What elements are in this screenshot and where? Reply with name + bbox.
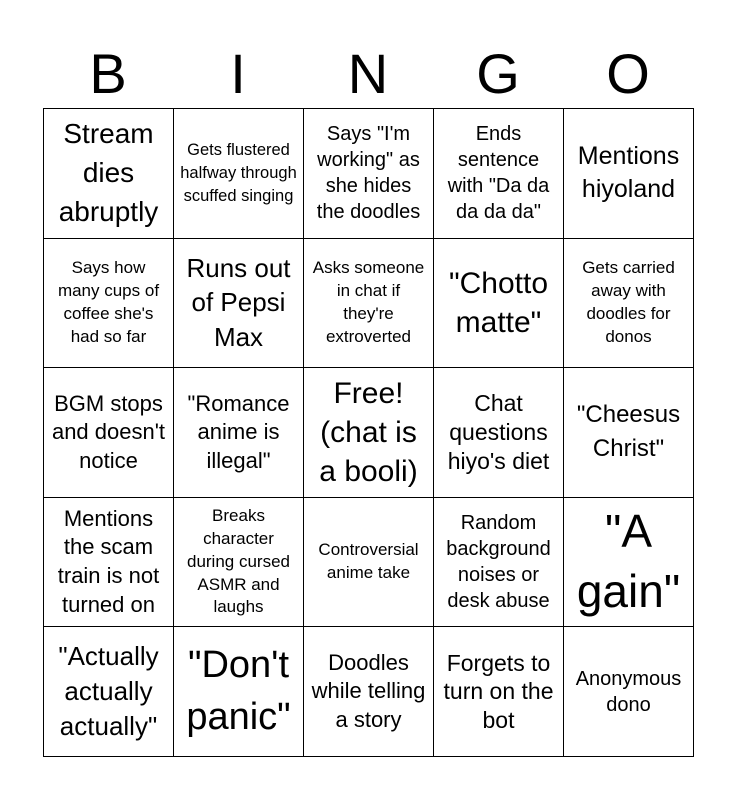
cell-text: Mentions hiyoland bbox=[577, 142, 680, 204]
header-letter-g: G bbox=[476, 42, 520, 105]
bingo-cell[interactable] bbox=[564, 109, 694, 239]
header-letter-i: I bbox=[230, 42, 246, 105]
bingo-cell[interactable] bbox=[434, 627, 564, 757]
bingo-cell[interactable] bbox=[564, 239, 694, 369]
cell-text: Controversial anime take bbox=[318, 540, 419, 583]
bingo-header bbox=[43, 40, 693, 108]
cell-text: Chat questions hiyo's diet bbox=[447, 390, 550, 474]
bingo-cell[interactable] bbox=[174, 368, 304, 498]
cell-text: Stream dies abruptly bbox=[58, 118, 159, 227]
bingo-cell[interactable] bbox=[44, 498, 174, 628]
bingo-cell[interactable] bbox=[434, 498, 564, 628]
cell-text: Says how many cups of coffee she's had so far bbox=[57, 258, 160, 346]
bingo-cell[interactable] bbox=[434, 239, 564, 369]
cell-text: Mentions the scam train is not turned on bbox=[57, 505, 160, 617]
bingo-cell[interactable] bbox=[174, 109, 304, 239]
bingo-cell[interactable] bbox=[174, 498, 304, 628]
bingo-cell[interactable] bbox=[304, 109, 434, 239]
cell-text: "Romance anime is illegal" bbox=[187, 390, 290, 473]
cell-text: Ends sentence with "Da da da da da" bbox=[447, 123, 550, 224]
bingo-cell[interactable] bbox=[174, 239, 304, 369]
bingo-cell[interactable] bbox=[304, 627, 434, 757]
bingo-cell[interactable] bbox=[304, 368, 434, 498]
header-letter-n: N bbox=[347, 42, 389, 105]
bingo-cell[interactable] bbox=[434, 368, 564, 498]
cell-text: Breaks character during cursed ASMR and laughs bbox=[186, 505, 290, 617]
cell-text: "Chotto matte" bbox=[448, 266, 549, 339]
cell-text: "Cheesus Christ" bbox=[576, 401, 681, 463]
bingo-cell[interactable] bbox=[44, 368, 174, 498]
bingo-card bbox=[43, 108, 694, 757]
header-letter-b: B bbox=[89, 42, 127, 105]
cell-text: Says "I'm working" as she hides the doodles bbox=[316, 123, 421, 224]
bingo-cell[interactable] bbox=[304, 239, 434, 369]
bingo-cell[interactable] bbox=[44, 627, 174, 757]
cell-text: "Actually actually actually" bbox=[58, 641, 159, 742]
bingo-cell[interactable] bbox=[304, 498, 434, 628]
cell-text: Gets flustered halfway through scuffed singing bbox=[180, 141, 297, 205]
cell-text: BGM stops and doesn't notice bbox=[51, 390, 166, 473]
bingo-cell[interactable] bbox=[174, 627, 304, 757]
cell-text: Anonymous dono bbox=[575, 667, 682, 716]
bingo-cell[interactable] bbox=[44, 239, 174, 369]
bingo-cell[interactable] bbox=[564, 498, 694, 628]
header-letter-o: O bbox=[606, 42, 650, 105]
cell-text: Doodles while telling a story bbox=[311, 649, 426, 732]
cell-text: "A gain" bbox=[576, 505, 681, 618]
cell-text: Free! (chat is a booli) bbox=[319, 376, 418, 488]
bingo-cell[interactable] bbox=[44, 109, 174, 239]
bingo-cell[interactable] bbox=[564, 368, 694, 498]
cell-text: Asks someone in chat if they're extroverted bbox=[312, 258, 425, 346]
cell-text: Runs out of Pepsi Max bbox=[186, 252, 291, 353]
cell-text: Random background noises or desk abuse bbox=[446, 512, 551, 613]
cell-text: "Don't panic" bbox=[186, 644, 291, 738]
bingo-cell[interactable] bbox=[564, 627, 694, 757]
bingo-cell[interactable] bbox=[434, 109, 564, 239]
cell-text: Forgets to turn on the bot bbox=[443, 649, 554, 734]
cell-text: Gets carried away with doodles for donos bbox=[582, 258, 675, 346]
